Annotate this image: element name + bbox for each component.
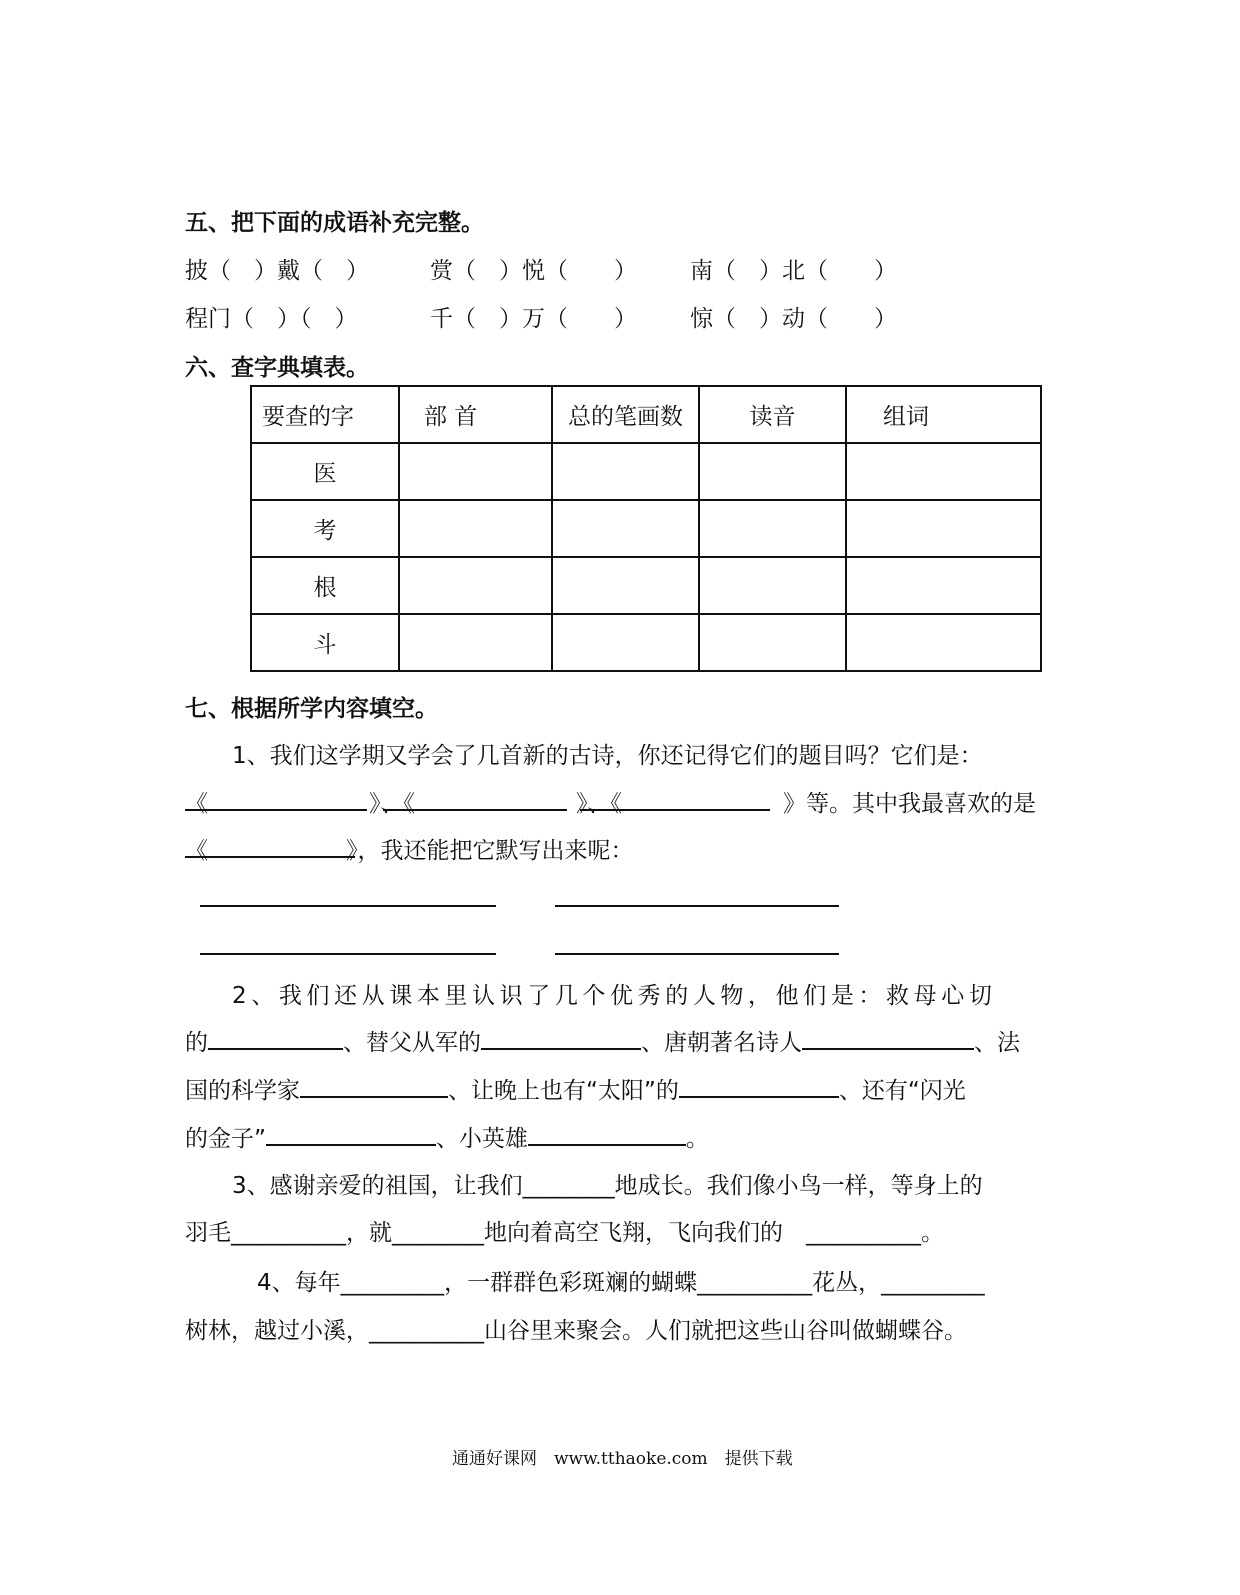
answer-blank[interactable]: [528, 1122, 686, 1146]
table-row: [251, 500, 1041, 557]
poem-line-blank[interactable]: [555, 895, 839, 907]
table-header-cell: 总的笔画数: [552, 386, 699, 443]
idiom-item: 惊（ ）动（ ）: [690, 306, 897, 332]
q2-line3: [185, 1072, 966, 1105]
answer-blank[interactable]: [300, 1074, 448, 1098]
title-blank-2[interactable]: [383, 786, 567, 811]
poem-line-blank[interactable]: [200, 895, 496, 907]
table-blank-cell: [846, 557, 1041, 614]
q2-text: 、唐朝著名诗人: [641, 1030, 802, 1056]
table-header-cell: 要查的字: [251, 386, 399, 443]
q3-line2: 羽毛__________，就________地向着高空飞翔，飞向我们的 __________。: [185, 1220, 944, 1246]
table-blank-cell: [699, 557, 846, 614]
q2-text: 。: [685, 1126, 709, 1152]
table-header-cell: 组词: [846, 386, 1041, 443]
table-blank-cell: [699, 614, 846, 671]
answer-blank[interactable]: [802, 1026, 974, 1050]
table-blank-cell: [699, 500, 846, 557]
q2-line1: 2、我们还从课本里认识了几个优秀的人物，他们是：救母心切: [232, 983, 997, 1009]
q2-text: 、替父从军的: [343, 1030, 481, 1056]
q2-text: 的: [185, 1030, 208, 1056]
title-blank-1[interactable]: [185, 786, 367, 811]
idiom-item: 程门（ ）（ ）: [185, 306, 358, 332]
footer-text: 通通好课网 www.tthaoke.com 提供下载: [452, 1449, 793, 1469]
answer-blank[interactable]: [208, 1026, 343, 1050]
q2-text: 国的科学家: [185, 1078, 300, 1104]
answer-blank[interactable]: [481, 1026, 641, 1050]
q2-text: 、还有“闪光: [838, 1078, 966, 1104]
idiom-item: 披（ ）戴（ ）: [185, 258, 369, 284]
table-blank-cell: [399, 557, 552, 614]
table-row: [251, 557, 1041, 614]
table-blank-cell: [552, 443, 699, 500]
q2-line4: [185, 1120, 709, 1153]
q2-text: 、让晚上也有“太阳”的: [448, 1078, 679, 1104]
table-char-cell: 斗: [251, 614, 399, 671]
table-blank-cell: [399, 443, 552, 500]
idiom-item: 赏（ ）悦（ ）: [430, 258, 637, 284]
q2-text: 、小英雄: [435, 1126, 528, 1152]
answer-blank[interactable]: [266, 1122, 436, 1146]
table-header-cell: 部 首: [399, 386, 552, 443]
section7-title: 七、根据所学内容填空。: [185, 696, 438, 722]
table-blank-cell: [399, 614, 552, 671]
table-char-cell: 根: [251, 557, 399, 614]
table-blank-cell: [846, 500, 1041, 557]
table-blank-cell: [552, 557, 699, 614]
q1-line1: 1、我们这学期又学会了几首新的古诗，你还记得它们的题目吗？它们是：: [232, 743, 983, 769]
q3-line1: 3、感谢亲爱的祖国，让我们________地成长。我们像小鸟一样，等身上的: [232, 1173, 983, 1199]
table-row: [251, 443, 1041, 500]
q1-line3: 《 》，我还能把它默写出来呢：: [185, 838, 634, 864]
section5-title: 五、把下面的成语补充完整。: [185, 210, 484, 236]
q4-line1: 4、每年_________，一群群色彩斑斓的蝴蝶__________花丛，_________: [257, 1270, 985, 1296]
idiom-item: 南（ ）北（ ）: [690, 258, 897, 284]
table-char-cell: 考: [251, 500, 399, 557]
favorite-blank[interactable]: [185, 833, 355, 858]
poem-line-blank[interactable]: [555, 943, 839, 955]
section6-title: 六、查字典填表。: [185, 355, 369, 381]
table-header-row: [251, 386, 1041, 443]
poem-line-blank[interactable]: [200, 943, 496, 955]
table-blank-cell: [399, 500, 552, 557]
table-blank-cell: [846, 443, 1041, 500]
title-blank-3[interactable]: [580, 786, 770, 811]
table-blank-cell: [846, 614, 1041, 671]
q2-text: 、法: [974, 1030, 1020, 1056]
q1-line2: 《 》、《 》、《 》等。其中我最喜欢的是: [185, 791, 1036, 817]
dictionary-table: [250, 385, 1042, 672]
q2-line2: [185, 1024, 1020, 1057]
table-header-cell: 读音: [699, 386, 846, 443]
q4-line2: 树林，越过小溪，__________山谷里来聚会。人们就把这些山谷叫做蝴蝶谷。: [185, 1318, 967, 1344]
table-blank-cell: [552, 500, 699, 557]
table-blank-cell: [552, 614, 699, 671]
table-blank-cell: [699, 443, 846, 500]
table-row: [251, 614, 1041, 671]
idiom-item: 千（ ）万（ ）: [430, 306, 637, 332]
q2-text: 的金子”: [185, 1126, 266, 1152]
answer-blank[interactable]: [679, 1074, 839, 1098]
table-char-cell: 医: [251, 443, 399, 500]
